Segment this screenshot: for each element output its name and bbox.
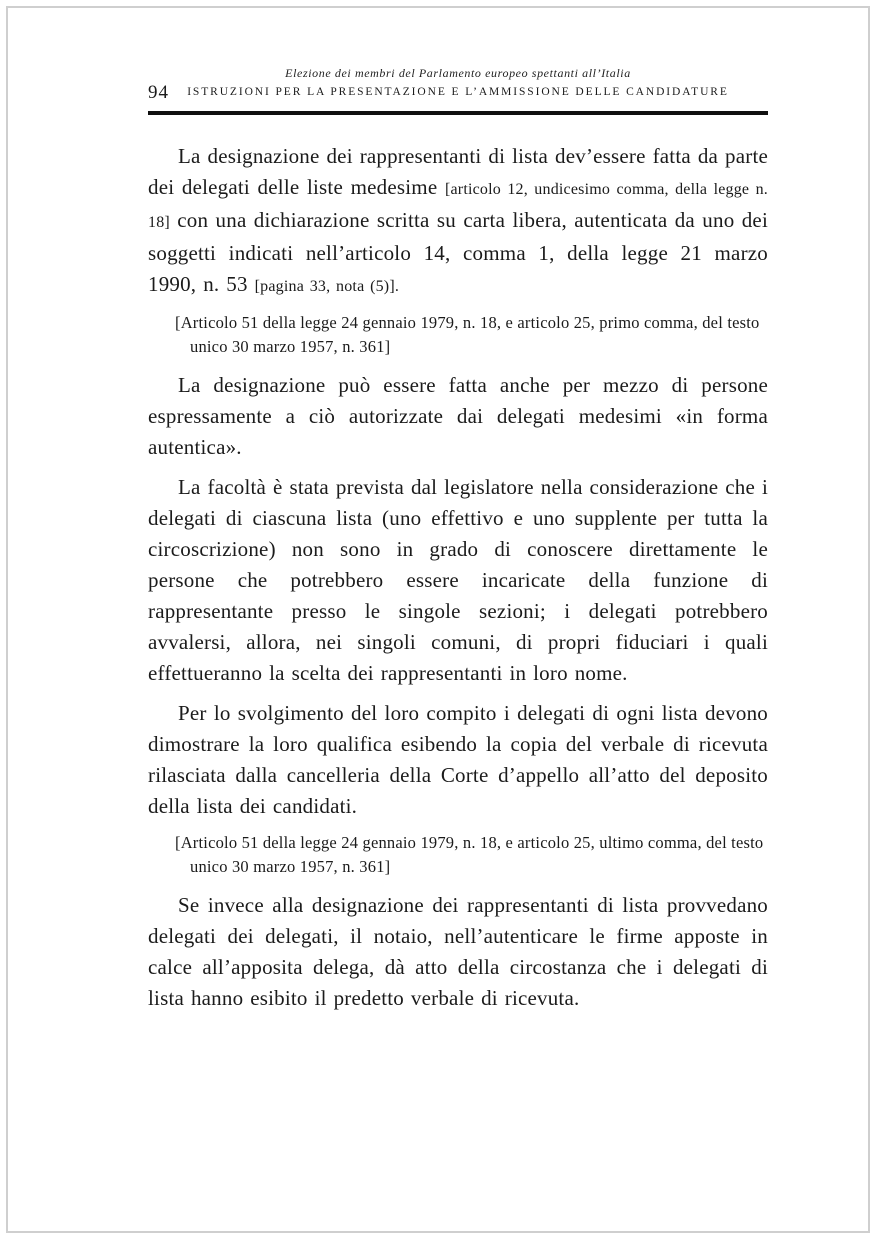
paragraph-1-text: La designazione dei rappresentanti di lista dev’essere fatta da parte dei delegati delle liste medesime bbox=[148, 144, 768, 199]
running-head-subtitle: ISTRUZIONI PER LA PRESENTAZIONE E L’AMMISSIONE DELLE CANDIDATURE bbox=[187, 86, 729, 98]
header-rule bbox=[148, 111, 768, 115]
paragraph-1-text-cont: con una dichiarazione scritta su carta libera, autenticata da uno dei soggetti indicati nell’articolo 14, comma 1, della legge 21 marzo 1990, n. 53 bbox=[148, 208, 768, 296]
running-head-title: Elezione dei membri del Parlamento europeo spettanti all’Italia bbox=[285, 66, 631, 80]
text-block bbox=[148, 0, 768, 1023]
paragraph-1 bbox=[148, 141, 768, 302]
legal-note-2: [Articolo 51 della legge 24 gennaio 1979, n. 18, e articolo 25, ultimo comma, del testo unico 30 marzo 1957, n. 361] bbox=[175, 833, 764, 876]
inline-reference-2: [pagina 33, nota (5)]. bbox=[254, 278, 400, 295]
running-head-row bbox=[148, 82, 768, 104]
page-number: 94 bbox=[148, 82, 169, 103]
inline-reference-1: [articolo 12, undicesimo comma, della legge n. 18] bbox=[148, 181, 768, 231]
paragraph-2: La designazione può essere fatta anche per mezzo di persone espressamente a ciò autorizzate dai delegati medesimi «in forma autentica». bbox=[148, 373, 768, 459]
paragraph-3: La facoltà è stata prevista dal legislatore nella considerazione che i delegati di ciascuna lista (uno effettivo e uno supplente per tutta la circoscrizione) non sono in grado di conoscere direttamente le persone che potrebbero essere incaricate della funzione di rappresentante presso le singole sezioni; i delegati potrebbero avvalersi, allora, nei singoli comuni, di propri fiduciari i quali effettueranno la scelta dei rappresentanti in loro nome. bbox=[148, 475, 768, 685]
running-head bbox=[148, 66, 768, 115]
paragraph-5: Se invece alla designazione dei rappresentanti di lista provvedano delegati dei delegati, il notaio, nell’autenticare le firme apposte in calce all’apposita delega, dà atto della circostanza che i delegati di lista hanno esibito il predetto verbale di ricevuta. bbox=[148, 893, 768, 1010]
body-text-block bbox=[148, 141, 768, 1014]
legal-note-1: [Articolo 51 della legge 24 gennaio 1979, n. 18, e articolo 25, primo comma, del testo unico 30 marzo 1957, n. 361] bbox=[175, 313, 760, 356]
paragraph-4: Per lo svolgimento del loro compito i delegati di ogni lista devono dimostrare la loro qualifica esibendo la copia del verbale di ricevuta rilasciata dalla cancelleria della Corte d’appello all’atto del deposito della lista dei candidati. bbox=[148, 701, 768, 818]
